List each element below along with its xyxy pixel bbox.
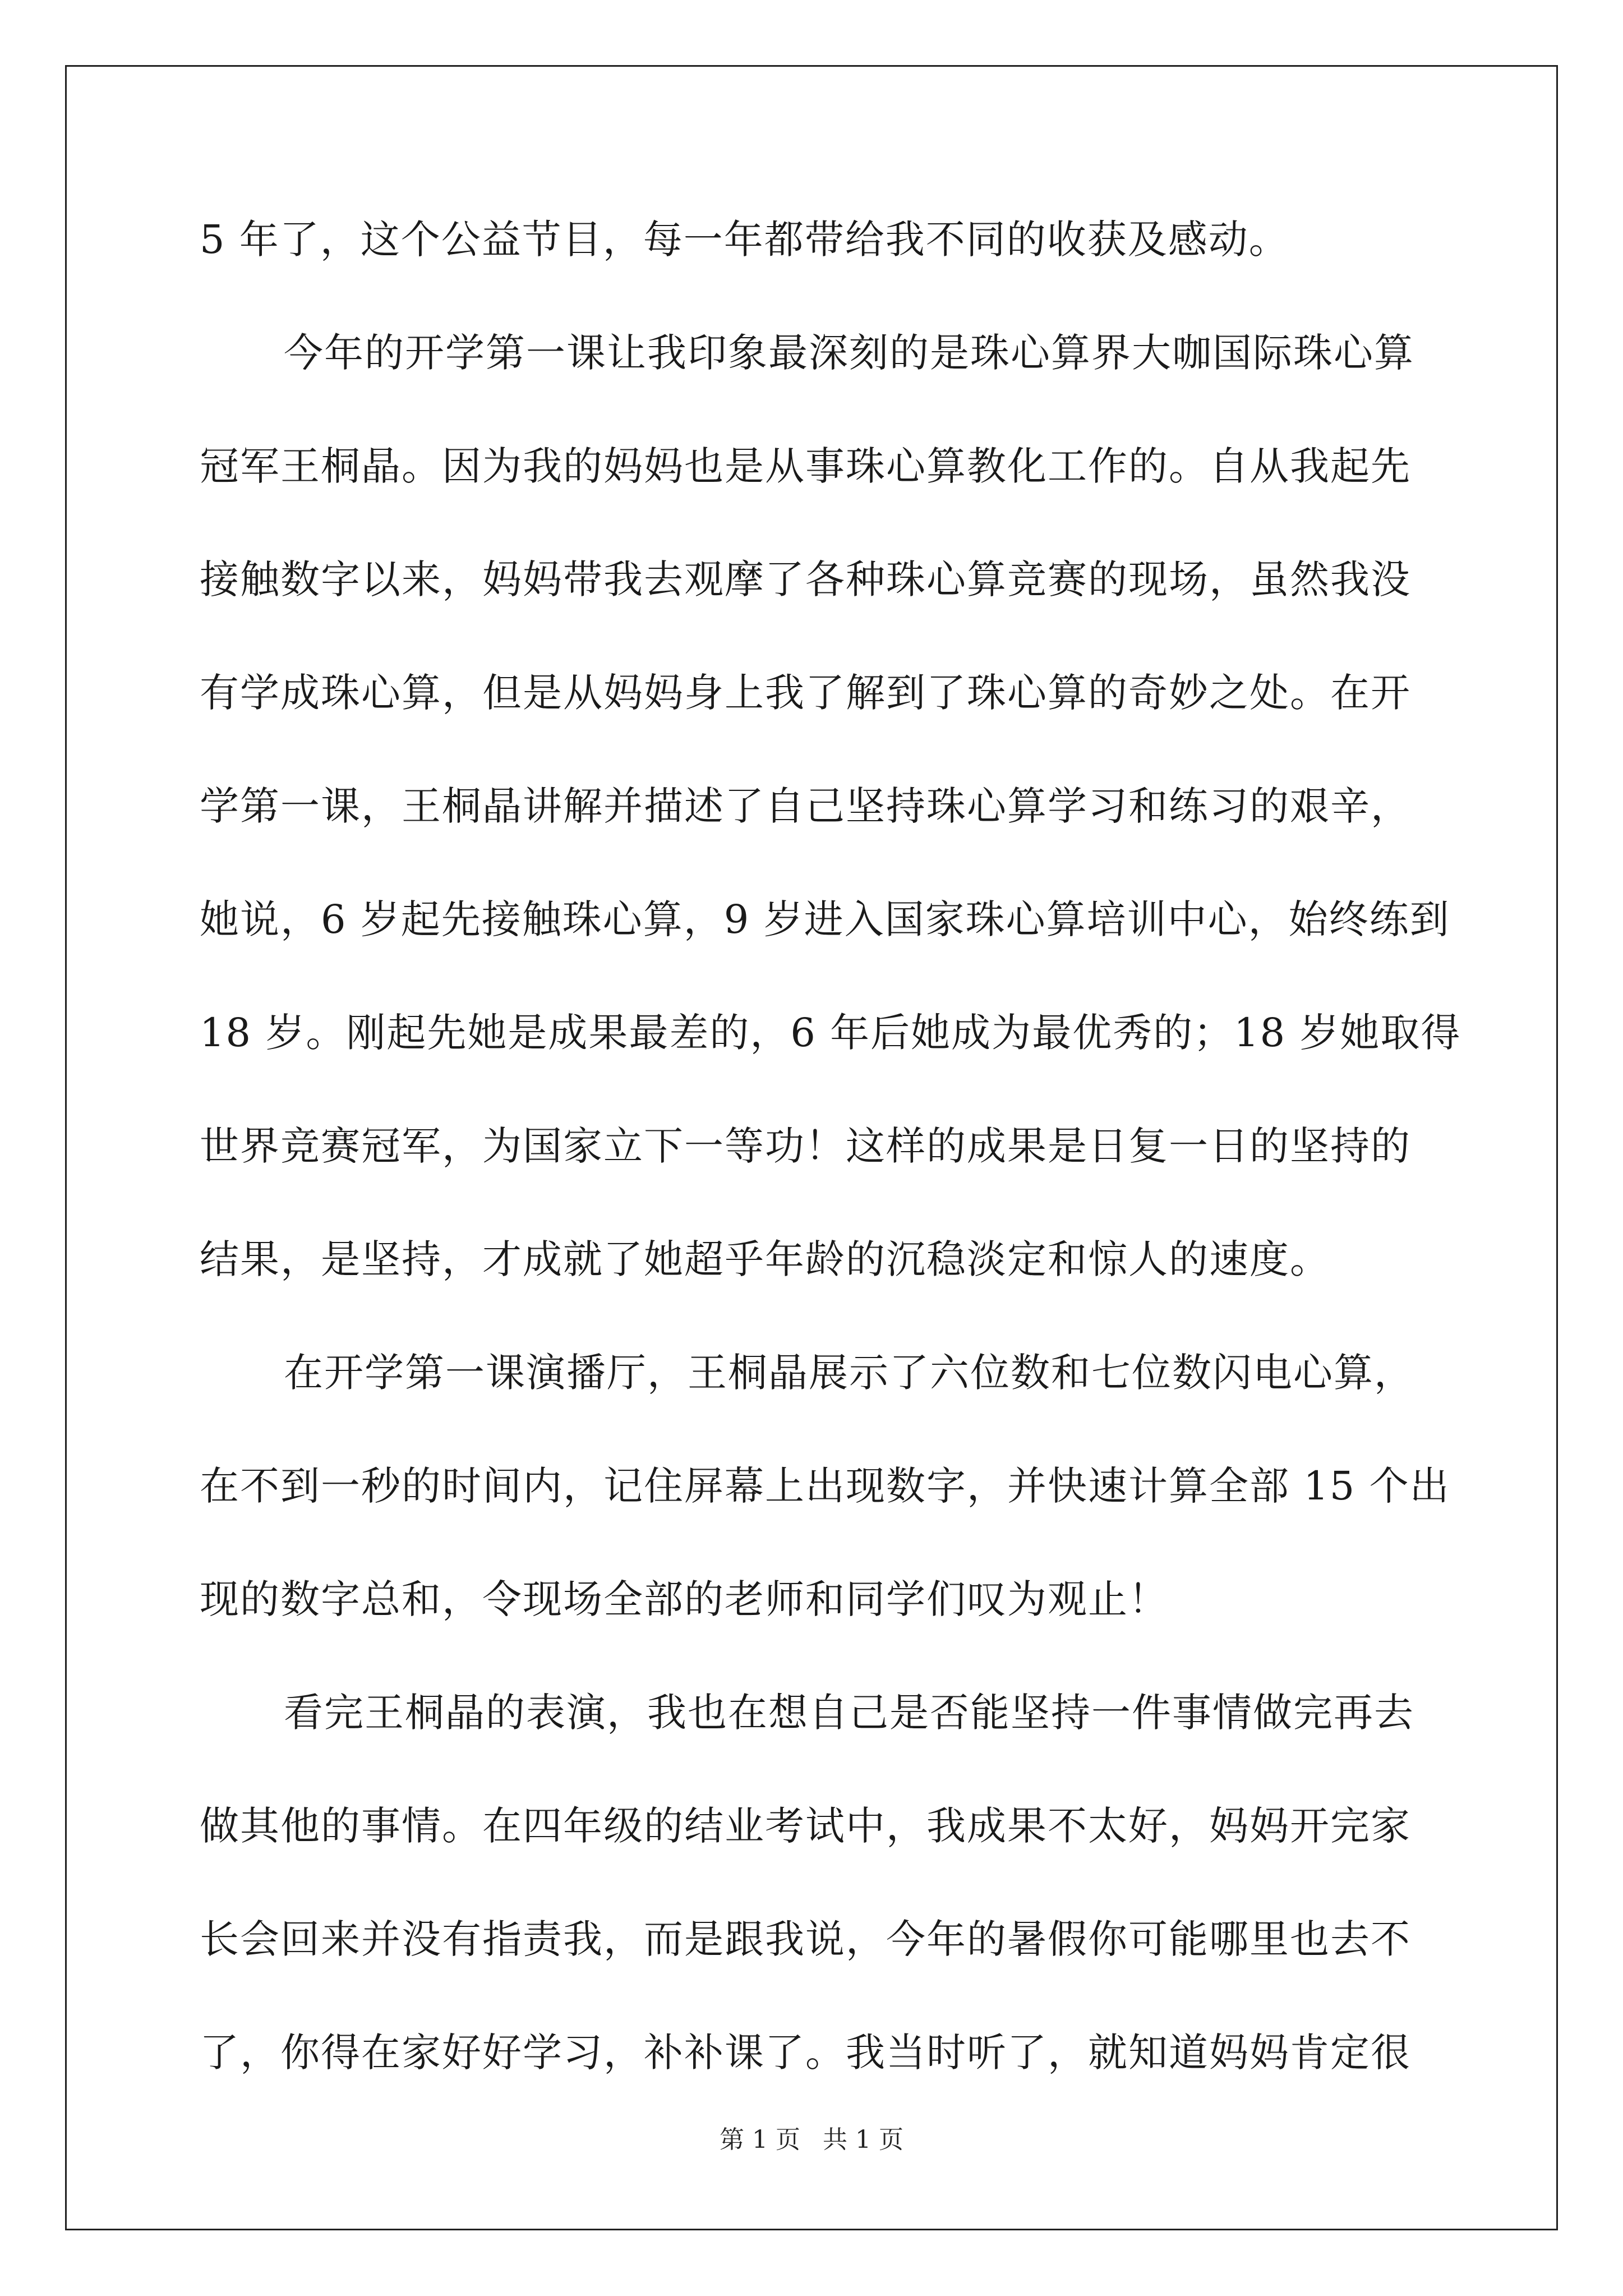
text-line-13: 现的数字总和，令现场全部的老师和同学们叹为观止！ [200,1576,1169,1622]
text-line-12: 在不到一秒的时间内，记住屏幕上出现数字，并快速计算全部 15 个出 [200,1463,1450,1509]
document-body [200,213,1461,2139]
text-line-7: 她说，6 岁起先接触珠心算，9 岁进入国家珠心算培训中心，始终练到 [200,896,1450,942]
text-line-9: 世界竞赛冠军，为国家立下一等功！这样的成果是日复一日的坚持的 [200,1123,1411,1169]
text-line-14: 看完王桐晶的表演，我也在想自己是否能坚持一件事情做完再去 [284,1690,1414,1736]
text-line-16: 长会回来并没有指责我，而是跟我说，今年的暑假你可能哪里也去不 [200,1916,1411,1962]
page-number: 第 1 页 [720,2125,800,2154]
text-line-5: 有学成珠心算，但是从妈妈身上我了解到了珠心算的奇妙之处。在开 [200,670,1411,716]
text-line-1: 5 年了，这个公益节目，每一年都带给我不同的收获及感动。 [200,217,1289,263]
text-line-11: 在开学第一课演播厅，王桐晶展示了六位数和七位数闪电心算， [284,1350,1414,1396]
text-line-2: 今年的开学第一课让我印象最深刻的是珠心算界大咖国际珠心算 [284,330,1414,376]
page-total: 共 1 页 [823,2125,903,2154]
page-footer [0,2123,1623,2157]
text-line-8: 18 岁。刚起先她是成果最差的，6 年后她成为最优秀的；18 岁她取得 [200,1010,1461,1056]
text-line-15: 做其他的事情。在四年级的结业考试中，我成果不太好，妈妈开完家 [200,1803,1411,1849]
text-line-10: 结果，是坚持，才成就了她超乎年龄的沉稳淡定和惊人的速度。 [200,1236,1330,1282]
text-line-6: 学第一课，王桐晶讲解并描述了自己坚持珠心算学习和练习的艰辛， [200,783,1411,829]
text-line-4: 接触数字以来，妈妈带我去观摩了各种珠心算竞赛的现场，虽然我没 [200,556,1411,602]
text-line-17: 了，你得在家好好学习，补补课了。我当时听了，就知道妈妈肯定很 [200,2030,1411,2076]
text-line-3: 冠军王桐晶。因为我的妈妈也是从事珠心算教化工作的。自从我起先 [200,443,1411,489]
